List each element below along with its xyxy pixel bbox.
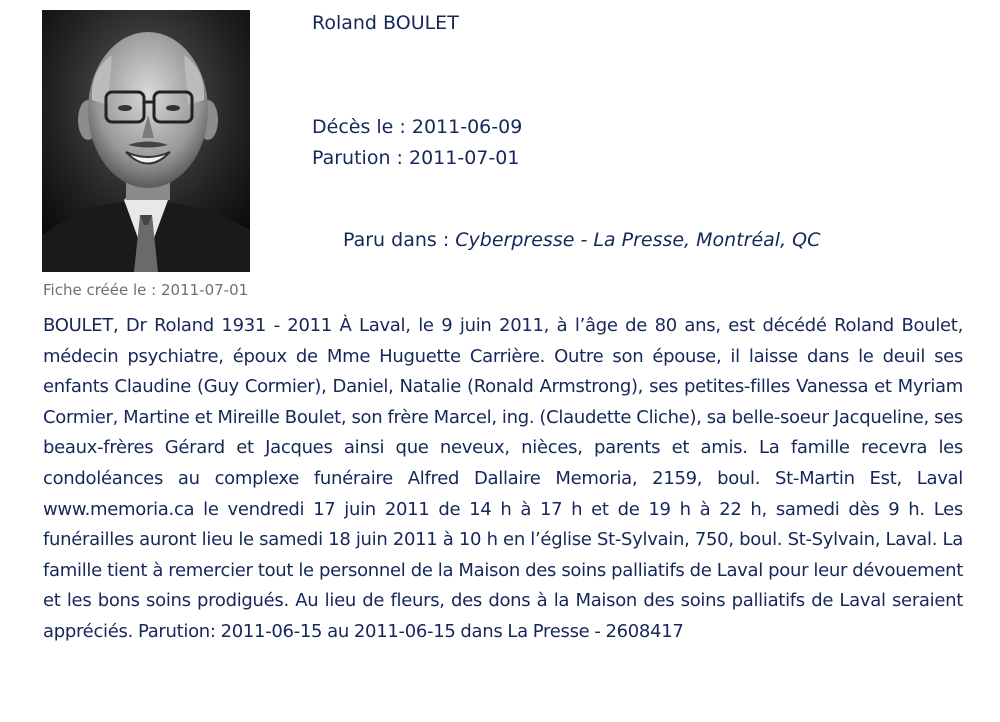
portrait-photo bbox=[42, 10, 250, 272]
portrait-image bbox=[42, 10, 250, 272]
publication-label: Paru dans : bbox=[343, 229, 450, 251]
deces-value: 2011-06-09 bbox=[411, 116, 523, 138]
fiche-created-date: Fiche créée le : 2011-07-01 bbox=[43, 281, 249, 299]
deces-label: Décès le : bbox=[312, 116, 406, 138]
parution-label: Parution : bbox=[312, 147, 403, 169]
parution-value: 2011-07-01 bbox=[408, 147, 520, 169]
parution-row bbox=[312, 143, 522, 174]
publication-source: Cyberpresse - La Presse, Montréal, QC bbox=[455, 229, 821, 251]
dates-block bbox=[312, 112, 522, 174]
publication-row bbox=[343, 229, 820, 251]
deces-row bbox=[312, 112, 522, 143]
obituary-text: BOULET, Dr Roland 1931 - 2011 À Laval, le 9 juin 2011, à l’âge de 80 ans, est décédé Roland Boulet, médecin psychiatre, époux de Mme Huguette Carrière. Outre son épouse, il laisse dans le deuil ses enfants Claudine (Guy Cormier), Daniel, Natalie (Ronald Armstrong), ses petites-filles Vanessa et Myriam Cormier, Martine et Mireille Boulet, son frère Marcel, ing. (Claudette Cliche), sa belle-soeur Jacqueline, ses beaux-frères Gérard et Jacques ainsi que neveux, nièces, parents et amis. La famille recevra les condoléances au complexe funéraire Alfred Dallaire Memoria, 2159, boul. St-Martin Est, Laval www.memoria.ca le vendredi 17 juin 2011 de 14 h à 17 h et de 19 h à 22 h, samedi dès 9 h. Les funérailles auront lieu le samedi 18 juin 2011 à 10 h en l’église St-Sylvain, 750, boul. St-Sylvain, Laval. La famille tient à remercier tout le personnel de la Maison des soins palliatifs de Laval pour leur dévouement et les bons soins prodigués. Au lieu de fleurs, des dons à la Maison des soins palliatifs de Laval seraient appréciés. Parution: 2011-06-15 au 2011-06-15 dans La Presse - 2608417 bbox=[43, 315, 963, 642]
person-name: Roland BOULET bbox=[312, 12, 459, 34]
